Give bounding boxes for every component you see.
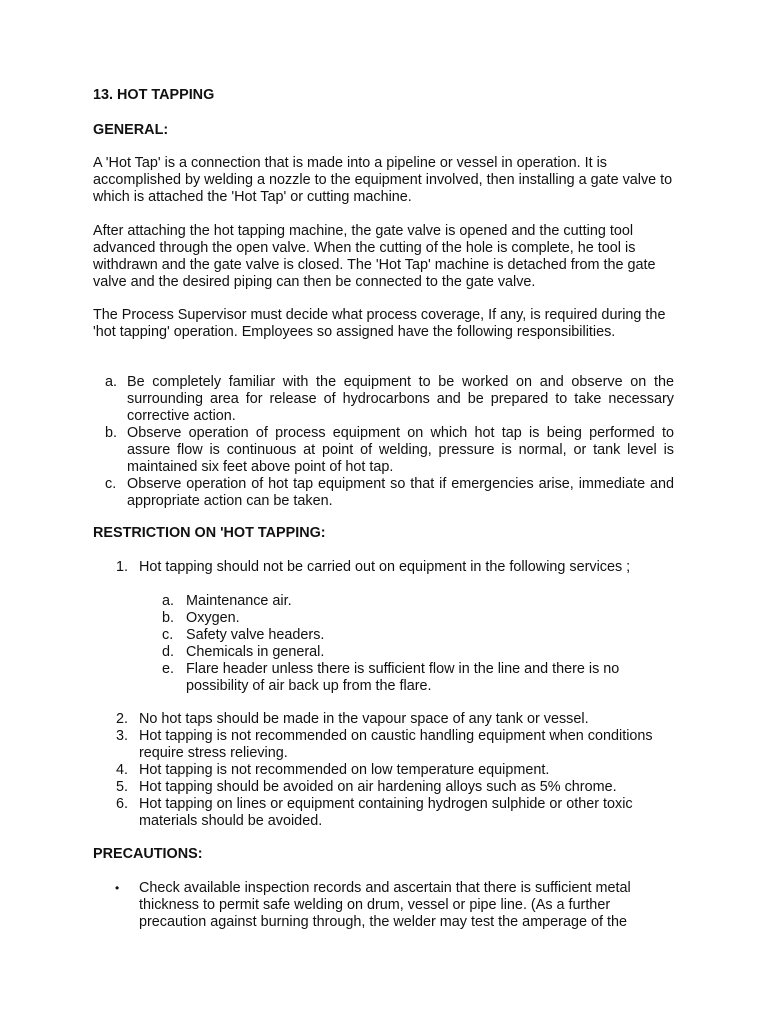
list-item-text: Hot tapping should be avoided on air hardening alloys such as 5% chrome. [139,779,617,795]
section-heading-precautions: PRECAUTIONS: [93,846,203,862]
list-item [93,728,678,762]
list-marker: 4. [116,762,129,778]
bullet-icon: • [115,881,120,895]
list-item [105,374,674,425]
list-marker: c. [105,476,117,492]
list-item-text: Check available inspection records and ascertain that there is sufficient metal thickness to permit safe welding on drum, vessel or pipe line. (As a further precaution against burning through, the welder may test the amperage of the [139,880,631,930]
list-marker: 1. [116,559,129,575]
list-item-text: Oxygen. [186,610,240,626]
list-item [93,762,678,779]
list-item-text: Hot tapping is not recommended on low temperature equipment. [139,762,550,778]
section-heading-restriction: RESTRICTION ON 'HOT TAPPING: [93,525,326,541]
precautions-list [93,880,678,931]
list-item [162,593,662,610]
restricted-services-list [162,593,662,695]
paragraph: After attaching the hot tapping machine, the gate valve is opened and the cutting tool advanced through the open valve. When the cutting of the hole is complete, he tool is withdrawn and the gate valve is closed. The 'Hot Tap' machine is detached from the gate valve and the desired piping can then be connected to the gate valve. [93,223,656,290]
restrictions-list [93,559,678,576]
list-marker: 3. [116,728,129,744]
list-item-text: Safety valve headers. [186,627,325,643]
list-item-text: Observe operation of hot tap equipment so that if emergencies arise, immediate and appropriate action can be taken. [127,476,674,509]
list-marker: b. [105,425,118,441]
list-item [162,644,662,661]
list-item-text: Hot tapping on lines or equipment containing hydrogen sulphide or other toxic materials should be avoided. [139,796,633,829]
list-item [93,711,678,728]
list-marker: 2. [116,711,129,727]
list-item [162,661,662,695]
list-marker: 5. [116,779,129,795]
list-marker: e. [162,661,175,677]
responsibilities-list [105,374,674,510]
list-item [93,779,678,796]
list-item-text: Maintenance air. [186,593,292,609]
list-item-text: Flare header unless there is sufficient flow in the line and there is no possibility of air back up from the flare. [186,661,620,694]
list-item [93,796,678,830]
list-item-text: Hot tapping should not be carried out on equipment in the following services ; [139,559,631,575]
list-marker: 6. [116,796,129,812]
list-item [162,627,662,644]
list-marker: a. [105,374,118,390]
list-item [105,476,674,510]
list-marker: d. [162,644,175,660]
list-marker: c. [162,627,174,643]
list-item [93,559,678,576]
section-heading-general: GENERAL: [93,122,169,138]
list-item-text: Be completely familiar with the equipment to be worked on and observe on the surrounding area for release of hydrocarbons and be prepared to take necessary corrective action. [127,374,674,424]
list-item-text: Observe operation of process equipment on which hot tap is being performed to assure flow is continuous at point of welding, pressure is normal, or tank level is maintained six feet above point of hot tap. [127,425,674,475]
list-marker: b. [162,610,175,626]
document-title: 13. HOT TAPPING [93,87,215,103]
list-item [162,610,662,627]
list-marker: a. [162,593,175,609]
list-item-text: No hot taps should be made in the vapour space of any tank or vessel. [139,711,589,727]
list-item-text: Chemicals in general. [186,644,325,660]
list-item-text: Hot tapping is not recommended on caustic handling equipment when conditions require stress relieving. [139,728,653,761]
paragraph: A 'Hot Tap' is a connection that is made into a pipeline or vessel in operation. It is accomplished by welding a nozzle to the equipment involved, then installing a gate valve to which is attached the 'Hot Tap' or cutting machine. [93,155,673,205]
list-item [105,425,674,476]
paragraph: The Process Supervisor must decide what process coverage, If any, is required during the 'hot tapping' operation. Employees so assigned have the following responsibilities. [93,307,666,340]
restrictions-list-continued [93,711,678,830]
list-item [93,880,678,931]
